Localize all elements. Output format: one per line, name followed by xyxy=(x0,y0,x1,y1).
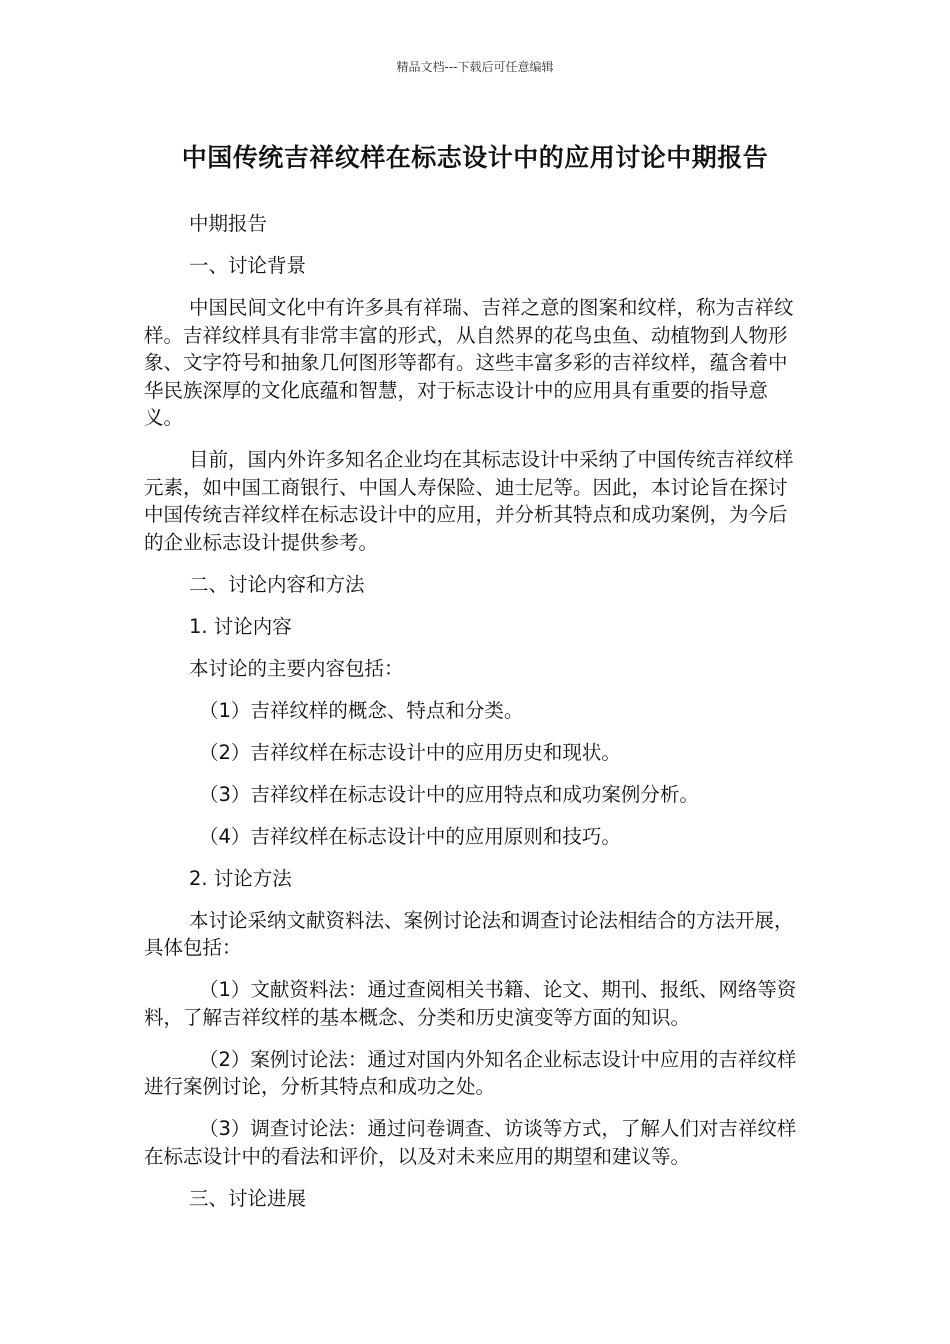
list-item: （2）案例讨论法：通过对国内外知名企业标志设计中应用的吉祥纹样进行案例讨论，分析其特点和成功之处。 xyxy=(144,1047,797,1098)
section-heading: 二、讨论内容和方法 xyxy=(189,572,365,596)
document-body xyxy=(144,210,804,1227)
list-item: （4）吉祥纹样在标志设计中的应用原则和技巧。 xyxy=(199,824,621,848)
body-paragraph: 本讨论采纳文献资料法、案例讨论法和调查讨论法相结合的方法开展，具体包括： xyxy=(144,908,794,959)
section-label: 中期报告 xyxy=(189,212,268,235)
body-paragraph: 本讨论的主要内容包括： xyxy=(189,656,404,680)
subsection-heading: 1. 讨论内容 xyxy=(189,614,292,638)
list-item: （3）吉祥纹样在标志设计中的应用特点和成功案例分析。 xyxy=(199,782,699,806)
section-heading: 三、讨论进展 xyxy=(189,1186,307,1210)
page-header: 精品文档---下载后可任意编辑 xyxy=(396,60,554,74)
list-item: （1）吉祥纹样的概念、特点和分类。 xyxy=(199,698,524,722)
list-item: （2）吉祥纹样在标志设计中的应用历史和现状。 xyxy=(199,740,621,764)
subsection-heading: 2. 讨论方法 xyxy=(189,866,292,890)
list-item: （3）调查讨论法：通过问卷调查、访谈等方式，了解人们对吉祥纹样在标志设计中的看法和评价，以及对未来应用的期望和建议等。 xyxy=(144,1117,797,1168)
document-title: 中国传统吉祥纹样在标志设计中的应用讨论中期报告 xyxy=(181,143,769,172)
body-paragraph: 中国民间文化中有许多具有祥瑞、吉祥之意的图案和纹样，称为吉祥纹样。吉祥纹样具有非常丰富的形式，从自然界的花鸟虫鱼、动植物到人物形象、文字符号和抽象几何图形等都有。这些丰富多彩的吉祥纹样，蕴含着中华民族深厚的文化底蕴和智慧，对于标志设计中的应用具有重要的指导意义。 xyxy=(144,296,794,429)
list-item: （1）文献资料法：通过查阅相关书籍、论文、期刊、报纸、网络等资料，了解吉祥纹样的基本概念、分类和历史演变等方面的知识。 xyxy=(144,978,797,1029)
body-paragraph: 目前，国内外许多知名企业均在其标志设计中采纳了中国传统吉祥纹样元素，如中国工商银行、中国人寿保险、迪士尼等。因此，本讨论旨在探讨中国传统吉祥纹样在标志设计中的应用，并分析其特点和成功案例，为今后的企业标志设计提供参考。 xyxy=(144,448,794,554)
section-heading: 一、讨论背景 xyxy=(189,254,307,277)
